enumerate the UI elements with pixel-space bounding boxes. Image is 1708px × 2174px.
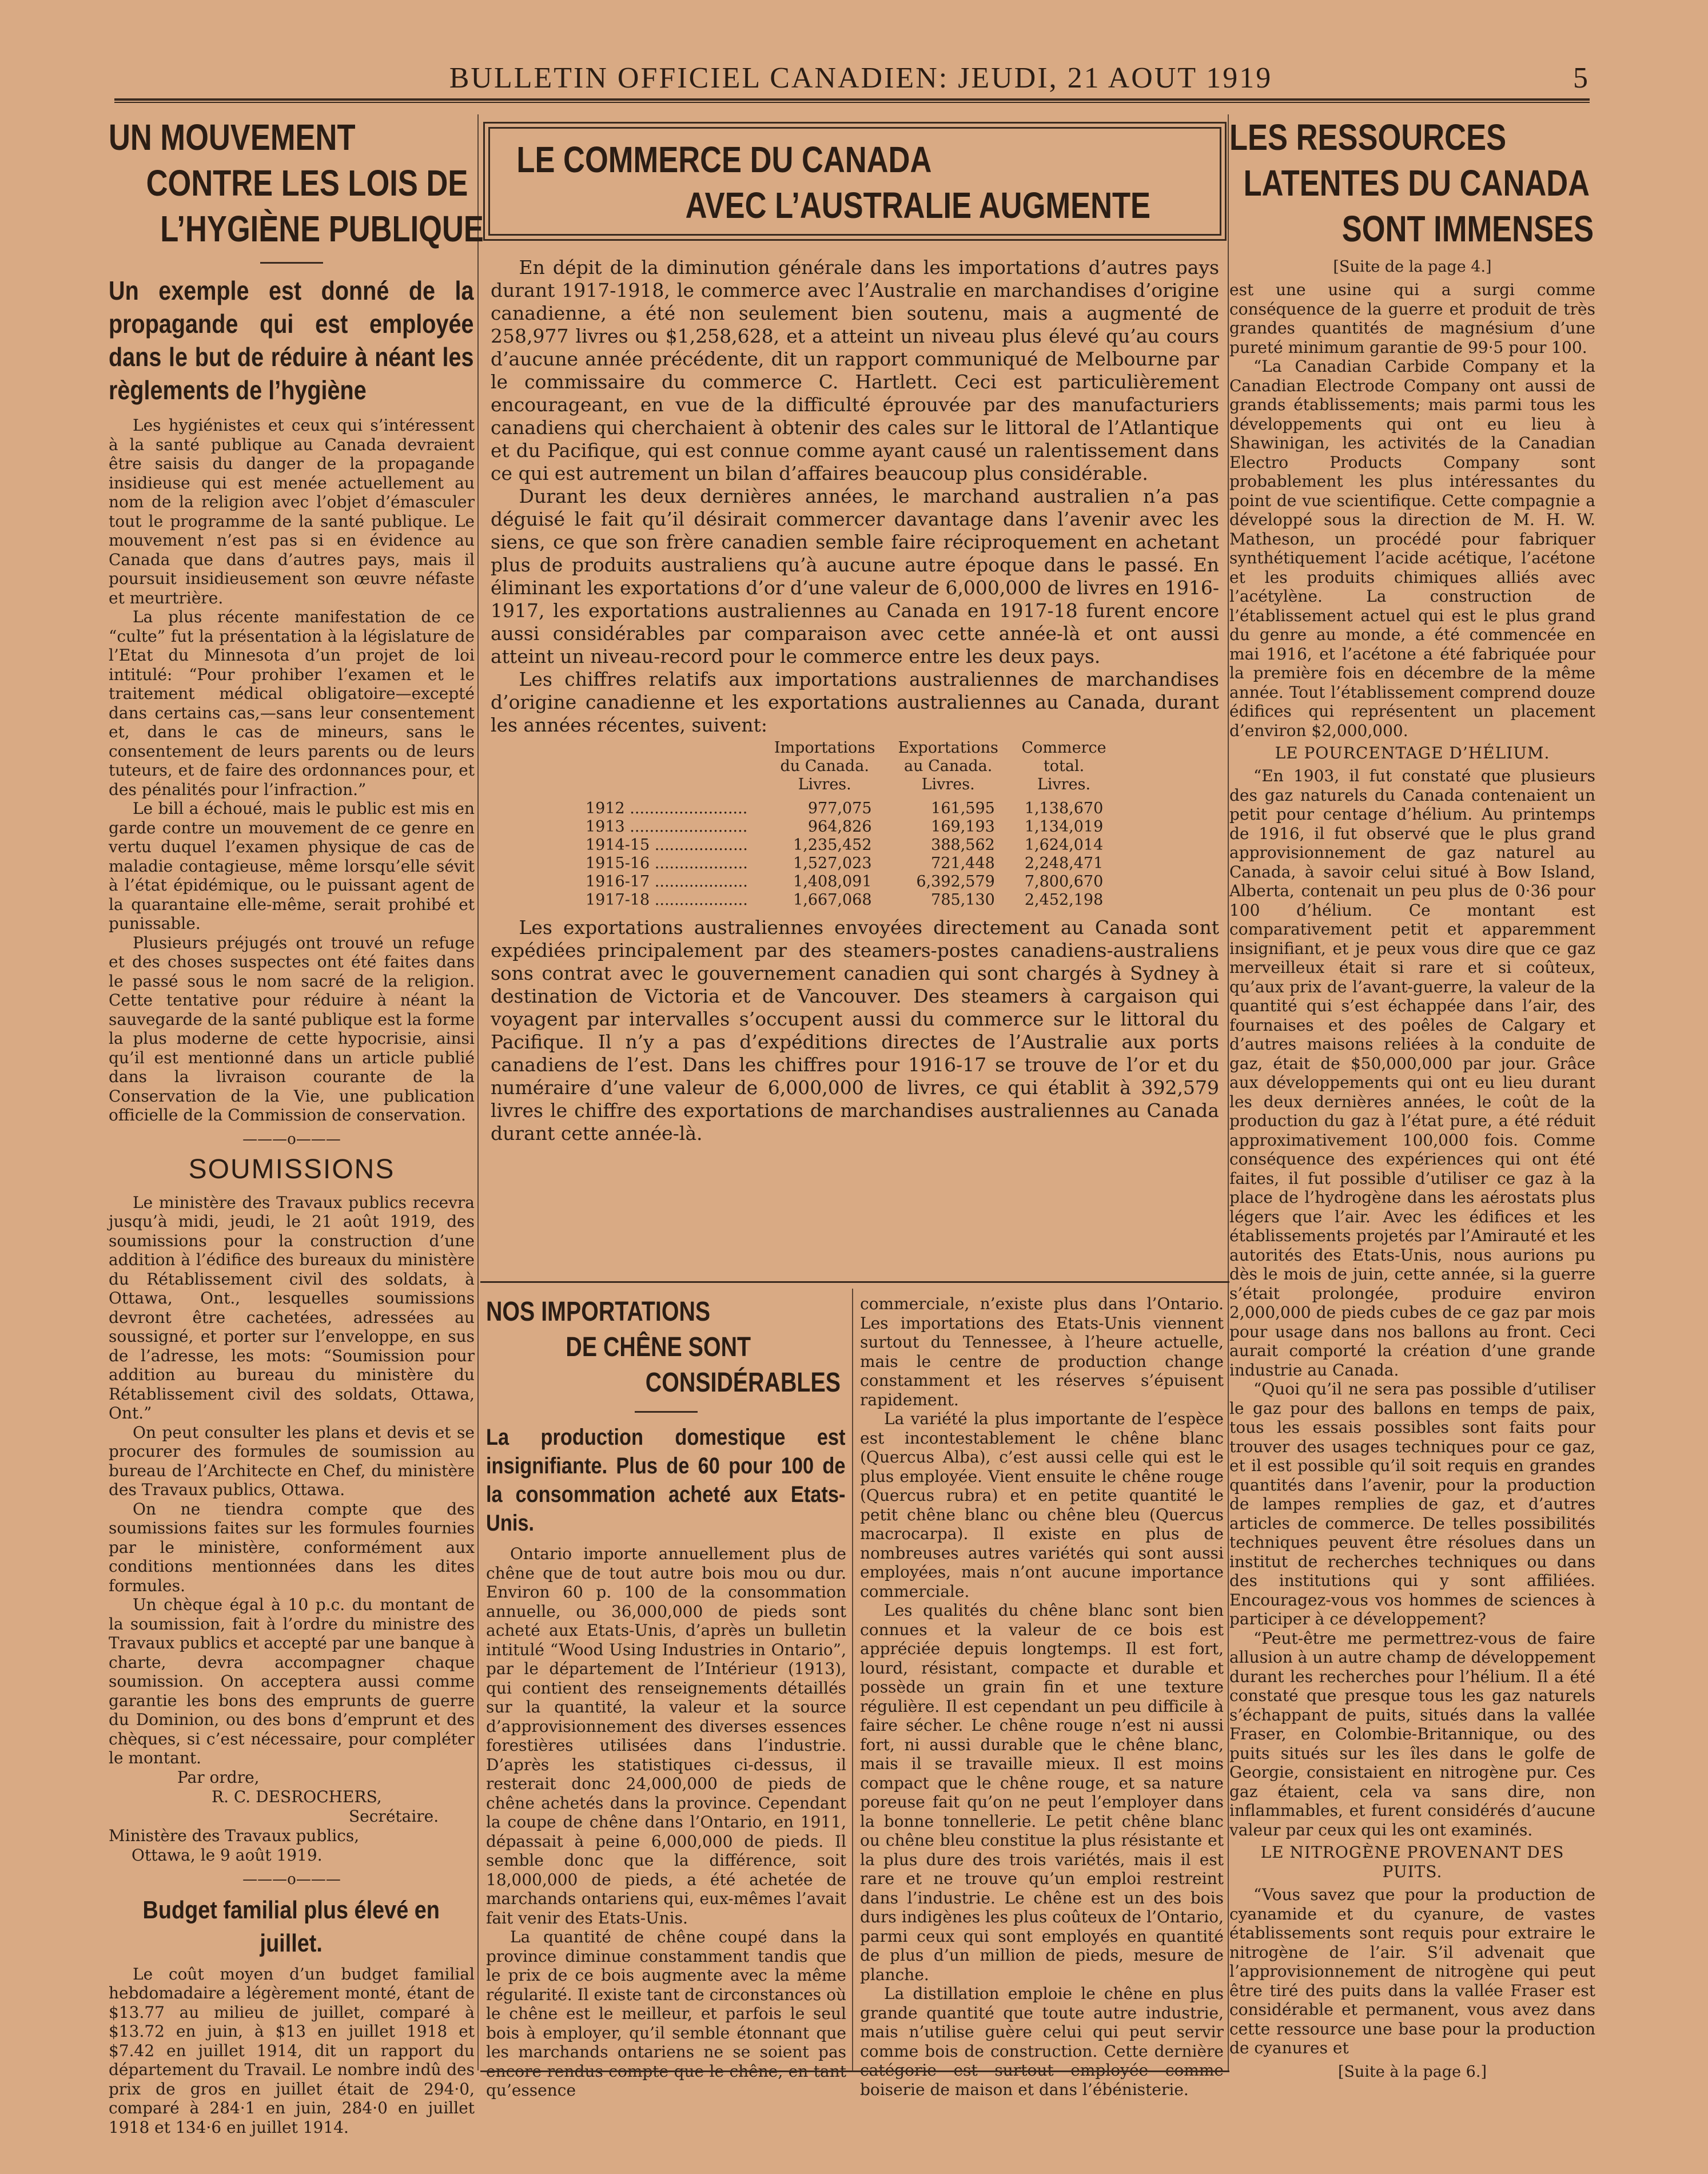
- paragraph: La quantité de chêne coupé dans la province diminue constamment tandis que le prix de ce bois augmente avec la même régularité. Il existe tant de circonstances où le chêne est le meilleur, et parfois le seul bois à employer, qu’il semble étonnant que les marchands ontariens ne se soient pas encore rendus compte que le chêne, en tant qu’essence: [486, 1927, 846, 2100]
- paragraph: Les hygiénistes et ceux qui s’intéressent à la santé publique au Canada devraient être saisis du danger de la propagande insidieuse qui est menée actuellement au nom de la religion avec l’objet d’émasculer tout le programme de la santé publique. Le mouvement n’est pas si en évidence au Canada que dans d’autres pays, mais il poursuit insidieusement son œuvre néfaste et meurtrière.: [109, 416, 475, 607]
- masthead-rule: [114, 102, 1590, 103]
- paragraph: “La Canadian Carbide Company et la Canadian Electrode Company ont aussi de grands établissements; mais parmi tous les développements qui ont eu lieu à Shawinigan, les activités de la Canadian Electro Products Company sont probablement les plus intéressantes du point de vue scientifique. Cette compagnie a développé sous la direction de M. H. W. Matheson, un procédé pour fabriquer synthétiquement l’acide acétique, l’acétone et les produits chimiques alliés avec l’acétylène. La construction de l’établissement actuel qui est le plus grand du genre au monde, a été commencée en mai 1916, et l’acétone a été fabriquée pour la première fois en décembre de la même année. Tout l’établissement comprend douze édifices qui représentent un placement d’environ $2,000,000.: [1229, 357, 1595, 740]
- sign-order: Par ordre,: [177, 1767, 260, 1787]
- paragraph: Le bill a échoué, mais le public est mis en garde contre un mouvement de ce genre en vertu duquel l’examen physique de cas de maladie contagieuse, même lorsqu’elle sévit à l’état épidémique, ou le puissant agent de la quarantaine elle-même, serait prohibé et punissable.: [109, 799, 475, 933]
- column-rule-1: [477, 114, 479, 2070]
- sign-date: Ottawa, le 9 août 1919.: [132, 1845, 323, 1865]
- paragraph: La plus récente manifestation de ce “culte” fut la présentation à la législature de l’Etat du Minnesota d’un projet de loi intitulé: “Pour prohiber l’examen et le traitement médical obligatoire—excepté dans certains cas,—sans leur consentement et, dans le cas de mineurs, sans le consentement de leurs parents ou de leurs tuteurs, et de faire des ordonnances pour, et des pénalités pour l’infraction.”: [109, 607, 475, 799]
- paragraph: Le ministère des Travaux publics recevra jusqu’à midi, jeudi, le 21 août 1919, des soumissions pour la construction d’une addition à l’édifice des bureaux du ministère du Rétablissement civil des soldats, à Ottawa, Ont., lesquelles soumissions devront être cachetées, adressées au soussigné, et porter sur l’enveloppe, en sus de l’adresse, les mots: “Soumission pour addition au bureau du ministère du Rétablissement civil des soldats, Ottawa, Ont.”: [109, 1193, 475, 1422]
- article-body: [1229, 280, 1595, 2058]
- column-center: [480, 114, 1229, 2100]
- article-subhead: Un exemple est donné de la propagande qui est employée dans le but de réduire à néant les règlements de l’hygiène: [109, 276, 474, 405]
- sign-title: Secrétaire.: [349, 1806, 439, 1826]
- continued-to: [Suite à la page 6.]: [1338, 2062, 1487, 2081]
- col-header-total: Commerce total. Livres.: [1021, 739, 1106, 793]
- table-header-row: [571, 739, 1118, 794]
- paragraph: “En 1903, il fut constaté que plusieurs des gaz naturels du Canada contenaient un petit pour centage d’hélium. Au printemps de 1916, il fut observé que le plus grand approvisionnement de gaz naturel au Canada, à savoir celui situé à Bow Island, Alberta, contenait un peu plus de 0·36 pour 100 d’hélium. Ce montant est comparativement petit et apparemment insignifiant, et je peux vous dire que ce gaz merveilleux était si rare et si coûteux, qu’aux prix de l’avant-guerre, la valeur de la quantité qui s’est échappée dans l’air, des fournaises et des poêles de Calgary et d’autres maisons reliées à la conduite de gaz, était de $50,000,000 par jour. Grâce aux développements qui ont eu lieu durant les deux dernières années, le coût de la production du gaz à l’état pure, a été réduit approximativement 100,000 fois. Comme conséquence des expériences qui ont été faites, il fut possible d’utiliser ce gaz à la place de l’hydrogène dans les aérostats plus légers que l’air. Avec les édifices et les établissements projetés par l’Amirauté et les autorités des Etats-Unis, nous aurions pu dès le mois de juin, cette année, si la guerre s’était prolongée, produire environ 2,000,000 de pieds cubes de ce gaz par mois pour usage dans nos ballons au front. Ceci aurait comporté la création d’une grande industrie au Canada.: [1229, 766, 1595, 1380]
- paragraph: La variété la plus importante de l’espèce est incontestablement le chêne blanc (Quercus Alba), c’est aussi celle qui est le plus employée. Vient ensuite le chêne rouge (Quercus rubra) et en petite quantité le petit chêne blanc ou chêne bleu (Quercus macrocarpa). Il existe en plus de nombreuses autres variétés qui sont aussi employées, mais n’ont aucune importance commerciale.: [860, 1409, 1224, 1601]
- column-right: [1229, 114, 1595, 2081]
- col-header-exports: Exportations au Canada. Livres.: [898, 739, 998, 793]
- headline-line-2: AVEC L’AUSTRALIE AUGMENTE: [685, 185, 1151, 226]
- paragraph: On peut consulter les plans et devis et se procurer des formules de soumission au bureau de l’Architecte en Chef, du ministère des Travaux publics, Ottawa.: [109, 1422, 475, 1499]
- article-subhead: La production domestique est insignifiante. Plus de 60 pour 100 de la consommation acheté aux Etats-Unis.: [486, 1425, 846, 1536]
- article-body: [486, 1544, 846, 2100]
- headline-line-3: L’HYGIÈNE PUBLIQUE: [160, 208, 484, 249]
- table-row: 1917-18 ................... 1,667,068 785,130 2,452,198: [586, 891, 1104, 909]
- paragraph: La distillation emploie le chêne en plus grande quantité que toute autre industrie, mais n’utilise guère celui qui peut servir comme bois de construction. Cette dernière catégorie est surtout employée comme boiserie de maison et dans l’ébénisterie.: [860, 1984, 1224, 2099]
- divider: [260, 262, 323, 264]
- oak-article-column-1: [486, 1294, 846, 2100]
- paragraph: Les chiffres relatifs aux importations australiennes de marchandises d’origine canadienne et les exportations australiennes au Canada, durant les années récentes, suivent:: [491, 668, 1219, 736]
- article-headline: Budget familial plus élevé en juillet.: [142, 1895, 440, 1957]
- headline-line-3: SONT IMMENSES: [1341, 208, 1594, 249]
- article-body: [109, 416, 475, 1125]
- masthead-title: BULLETIN OFFICIEL CANADIEN: JEUDI, 21 AOUT 1919: [449, 62, 1273, 94]
- paragraph: commerciale, n’existe plus dans l’Ontario. Les importations des Etats-Unis viennent surtout du Tennessee, à l’heure actuelle, mais le centre de production change constamment et les réserves s’épuisent rapidement.: [860, 1294, 1224, 1409]
- article-body: [109, 1965, 475, 2137]
- paragraph: “Peut-être me permettrez-vous de faire allusion à un autre champ de développement durant les recherches pour l’hélium. Il a été constaté que presque tous les gaz naturels s’échappant de puits, situés dans la vallée Fraser, en Colombie-Britannique, ou des puits situés sur les îles dans le golfe de Georgie, consistaient en nitrogène pur. Ces gaz étaient, cela va sans dire, non inflammables, et furent considérés d’aucune valeur par ceux qui les ont examinés.: [1229, 1628, 1595, 1839]
- paragraph: “Quoi qu’il ne sera pas possible d’utiliser le gaz pour des ballons en temps de paix, tous les essais possibles sont faits pour trouver des usages techniques pour ce gaz, et il est possible qu’il soit requis en grandes quantités dans l’avenir, pour la production de lampes remplies de gaz, et d’autres articles de commerce. De telles possibilités techniques peuvent être résolues dans un institut de recherches techniques ou dans des institutions qui y sont affiliées. Encouragez-vous vos hommes de sciences à participer à ce développement?: [1229, 1380, 1595, 1628]
- article-commerce: [480, 256, 1229, 1145]
- paragraph: “Vous savez que pour la production de cyanamide et du cyanure, de vastes établissements sont requis pour extraire le nitrogène de l’air. S’il advenait que l’approvisionnement de nitrogène qui peut être tiré des puits dans la vallée Fraser est considérable et permanent, vous avez dans cette ressource une base pour la production de cyanures et: [1229, 1885, 1595, 2057]
- headline-line-1: UN MOUVEMENT: [109, 117, 356, 158]
- table-row: 1914-15 ................... 1,235,452 388,562 1,624,014: [586, 836, 1104, 854]
- divider: [635, 1411, 698, 1413]
- boxed-headline: [488, 127, 1221, 236]
- masthead: [114, 53, 1590, 101]
- section-title: SOUMISSIONS: [188, 1154, 395, 1185]
- paragraph: Ontario importe annuellement plus de chêne que de tout autre bois mou ou dur. Environ 60 p. 100 de la consommation annuelle, ou 36,000,000 de pieds sont acheté aux Etats-Unis, d’après un bulletin intitulé “Wood Using Industries in Ontario”, par le département de l’Intérieur (1913), qui contient des renseignements détaillés sur la quantité, la valeur et la source d’approvisionnement des diverses essences forestières utilisées dans l’industrie. D’après les statistiques ci-dessus, il resterait donc 24,000,000 de pieds de chêne achetés dans la province. Cependant la coupe de chêne dans l’Ontario, en 1911, dépassait à peine 6,000,000 de pieds. Il semble donc que la différence, soit 18,000,000 de pieds, a été achetée de marchands ontariens qui, eux-mêmes l’avait fait venir des Etats-Unis.: [486, 1544, 846, 1927]
- article-hygiene: [109, 114, 484, 1125]
- table-row: 1916-17 ................... 1,408,091 6,392,579 7,800,670: [586, 873, 1104, 891]
- subcolumn-rule: [852, 1289, 853, 2072]
- paragraph: Durant les deux dernières années, le marchand australien n’a pas déguisé le fait qu’il désirait commercer davantage dans l’avenir avec les siens, ce que son frère canadien semble faire réciproquement en achetant plus de produits australiens qu’à aucune autre époque dans le passé. En éliminant les exportations d’or d’une valeur de 6,000,000 de livres en 1916-1917, les exportations australiennes au Canada en 1917-18 furent encore aussi considérables par comparaison avec cette année-là et ont aussi atteint un niveau-record pour le commerce entre les deux pays.: [491, 485, 1219, 667]
- headline-line-2: LATENTES DU CANADA: [1243, 162, 1590, 204]
- oak-article-column-2: [860, 1294, 1224, 2099]
- col-header-imports: Importations du Canada. Livres.: [774, 739, 875, 793]
- article-body: [109, 1193, 475, 1768]
- continued-from: [Suite de la page 4.]: [1333, 258, 1492, 276]
- paragraph: Les exportations australiennes envoyées directement au Canada sont expédiées principalement par des steamers-postes canadiens-australiens sons contrat avec le gouvernement canadien qui sont chargés à Sydney à destination de Victoria et de Vancouver. Des steamers à cargaison qui voyagent par intervalles s’occupent aussi du commerce sur le littoral du Pacifique. Il n’y a pas d’expéditions directes de l’Australie aux ports canadiens de l’est. Dans les chiffres pour 1916-17 se trouve de l’or et du numéraire d’une valeur de 6,000,000 de livres, ce qui établit à 392,579 livres le chiffre des exportations de marchandises australiennes au Canada durant cette année-là.: [491, 916, 1219, 1144]
- column-left: [109, 114, 484, 2137]
- paragraph: est une usine qui a surgi comme conséquence de la guerre et produit de très grandes quantités de magnésium d’une pureté minimum garantie de 99·5 pour 100.: [1229, 280, 1595, 357]
- table-row: 1912 ........................ 977,075 161,595 1,138,670: [586, 800, 1104, 817]
- headline-line-1: NOS IMPORTATIONS: [486, 1297, 711, 1327]
- article-budget: [109, 1894, 475, 2137]
- box-bottom-rule: [480, 2070, 1229, 2072]
- article-body: [860, 1294, 1224, 2099]
- trade-table: [571, 739, 1118, 909]
- subheading-helium: LE POURCENTAGE D’HÉLIUM.: [1275, 744, 1550, 762]
- ornament-divider: ———o———: [242, 1870, 341, 1888]
- table-row: 1915-16 ................... 1,527,023 721,448 2,248,471: [586, 855, 1104, 872]
- headline-line-2: CONTRE LES LOIS DE: [146, 162, 468, 204]
- paragraph: Un chèque égal à 10 p.c. du montant de la soumission, fait à l’ordre du ministre des Travaux publics et accepté par une banque à charte, devra accompagner chaque soumission. On acceptera aussi comme garantie les bons des emprunts de guerre du Dominion, ou des bons d’emprunt et des chèques, si c’est nécessaire, pour compléter le montant.: [109, 1595, 475, 1767]
- table-row: 1913 ........................ 964,826 169,193 1,134,019: [586, 818, 1104, 836]
- page-number: 5: [1573, 62, 1590, 94]
- subheading-nitrogen: LE NITROGÈNE PROVENANT DES PUITS.: [1260, 1843, 1564, 1881]
- ornament-divider: ———o———: [242, 1130, 341, 1148]
- paragraph: Plusieurs préjugés ont trouvé un refuge et des choses suspectes ont été faites dans le passé sous le nom sacré de la religion. Cette tentative pour réduire à néant la sauvegarde de la santé publique est la forme la plus moderne de cette hypocrisie, ainsi qu’il est mentionné dans un article publié dans la livraison courante de la Conservation de la Vie, une publication officielle de la Commission de conservation.: [109, 933, 475, 1124]
- headline-line-3: CONSIDÉRABLES: [645, 1368, 841, 1398]
- headline-line-1: LE COMMERCE DU CANADA: [516, 139, 932, 180]
- paragraph: En dépit de la diminution générale dans les importations d’autres pays durant 1917-1918, le commerce avec l’Australie en marchandises d’origine canadienne, a été non seulement bien soutenu, mais a augmenté de 258,977 livres ou $1,258,628, et a atteint un niveau plus élevé qu’au cours d’aucune année précédente, dit un rapport communiqué de Melbourne par le commissaire du commerce C. Hartlett. Ceci est particulièrement encourageant, en vue de la difficulté éprouvée par des manufacturiers canadiens qui cherchaient à obtenir des cales sur le littoral de l’Atlantique et du Pacifique, qui est connue comme ayant causé un ralentissement dans ce qui est autrement un bilan d’affaires beaucoup plus considérable.: [491, 256, 1219, 484]
- sign-name: R. C. DESROCHERS,: [212, 1787, 382, 1806]
- paragraph: On ne tiendra compte que des soumissions faites sur les formules fournies par le ministère, conformément aux conditions mentionnées dans les dites formules.: [109, 1499, 475, 1595]
- sign-place: Ministère des Travaux publics,: [109, 1826, 360, 1845]
- oak-article-box: [480, 1281, 1229, 2100]
- signature-block: [109, 1768, 475, 1865]
- article-soumissions: [109, 1154, 475, 1865]
- paragraph: Le coût moyen d’un budget familial hebdomadaire a légèrement monté, étant de $13.77 au milieu de juillet, comparé à $13.72 en juin, à $13 en juillet 1918 et $7.42 en juillet 1914, dit un rapport du département du Travail. Le nombre indû des prix de gros en juillet était de 294·0, comparé à 284·1 en juin, 284·0 en juillet 1918 et 134·6 en juillet 1914.: [109, 1964, 475, 2137]
- headline-line-1: LES RESSOURCES: [1229, 117, 1507, 158]
- headline-line-2: DE CHÊNE SONT: [566, 1332, 751, 1362]
- paragraph: Les qualités du chêne blanc sont bien connues et la valeur de ce bois est appréciée depuis longtemps. Il est fort, lourd, résistant, compacte et durable et possède un grain fin et une texture régulière. Il est cependant un peu difficile à faire sécher. Le chêne rouge n’est ni aussi fort, ni aussi durable que le chêne blanc, mais il se travaille mieux. Il est moins compact que le chêne rouge, et sa nature poreuse fait qu’on ne peut l’employer dans la bonne tonnellerie. Le petit chêne blanc ou chêne bleu constitue la plus résistante et la plus dure des trois variétés, mais il est rare et ne trouve qu’un emploi restreint dans l’industrie. Le chêne est un des bois durs indigènes les plus coûteux de l’Ontario, parmi ceux qui sont employés en quantité de plus d’un million de pieds, mesure de planche.: [860, 1601, 1224, 1984]
